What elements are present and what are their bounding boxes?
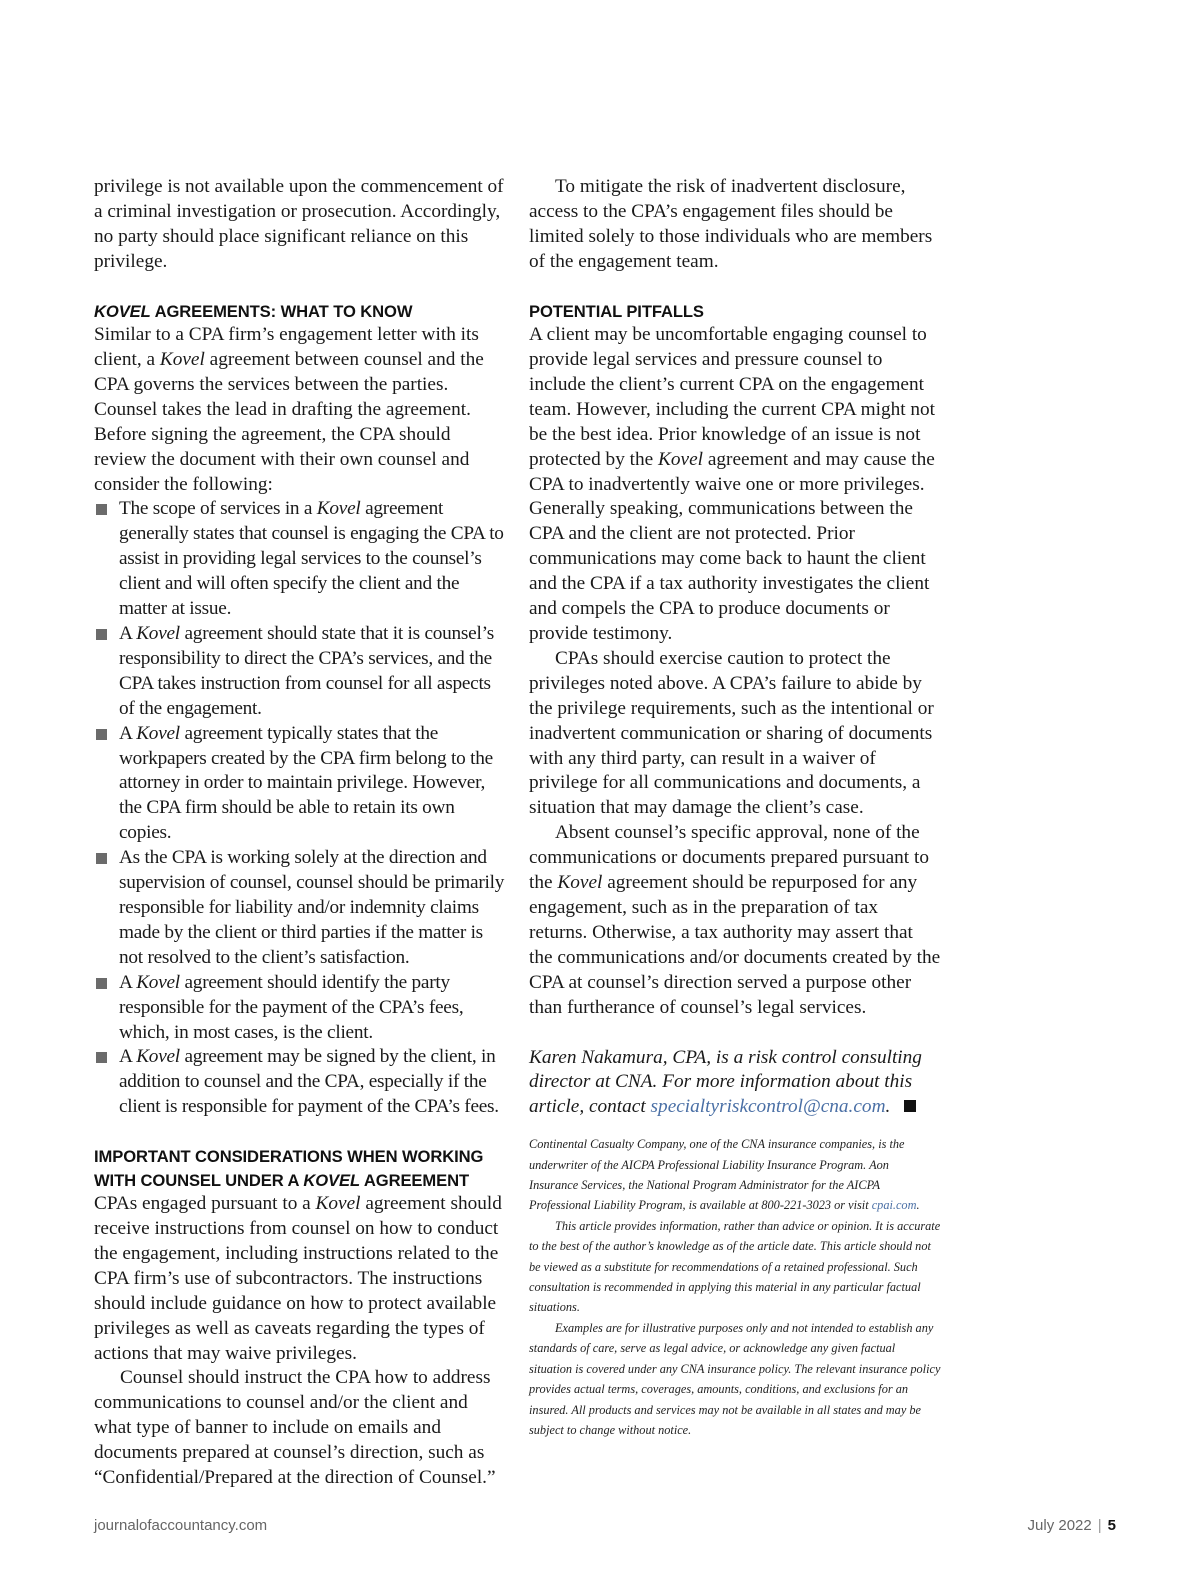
author-bio: Karen Nakamura, CPA, is a risk control consulting director at CNA. For more information about this article, contact specialtyriskcontrol@cna.com.: [529, 1046, 922, 1118]
bullet-square-icon: [96, 504, 107, 515]
bullet-square-icon: [96, 978, 107, 989]
bullet-square-icon: [96, 729, 107, 740]
end-of-article-icon: [904, 1100, 916, 1112]
considerations-paragraph-2: Counsel should instruct the CPA how to address communications to counsel and/or the client and what type of banner to include on emails and documents prepared at counsel’s direction, such as “Confidential/Prepared at the direction of Counsel.”: [94, 1367, 496, 1489]
intro-paragraph: privilege is not available upon the commencement of a criminal investigation or prosecution. Accordingly, no party should place significant reliance on this privilege.: [94, 176, 504, 272]
kovel-bullet-list: [94, 497, 506, 1120]
disclaimer-paragraph-1: Continental Casualty Company, one of the CNA insurance companies, is the underwriter of the AICPA Professional Liability Insurance Program. Aon Insurance Services, the National Program Administrator for the AICPA Professional Liability Program, is available at 800-221-3023 or visit cpai.com.: [529, 1137, 920, 1213]
right-column: [529, 175, 941, 1440]
disclaimer-paragraph-2: This article provides information, rather than advice or opinion. It is accurate to the best of the author’s knowledge as of the article date. This article should not be viewed as a substitute for recommendations of a retained professional. Such consultation is recommended in applying this material in any particular factual situations.: [529, 1218, 941, 1315]
mitigate-paragraph: To mitigate the risk of inadvertent disclosure, access to the CPA’s engagement files should be limited solely to those individuals who are members of the engagement team.: [529, 176, 933, 272]
potential-pitfalls-heading: POTENTIAL PITFALLS: [529, 301, 704, 321]
list-item: The scope of services in a Kovel agreement generally states that counsel is engaging the CPA to assist in providing legal services to the counsel’s client and will often specify the client and the matter at issue.: [94, 497, 506, 622]
bullet-square-icon: [96, 853, 107, 864]
pitfalls-paragraph-1: A client may be uncomfortable engaging counsel to provide legal services and pressure counsel to include the client’s current CPA on the engagement team. However, including the current CPA might not be the best idea. Prior knowledge of an issue is not protected by the Kovel agreement and may cause the CPA to inadvertently waive one or more privileges. Generally speaking, communications between the CPA and the client are not protected. Prior communications may come back to haunt the client and the CPA if a tax authority investigates the client and compels the CPA to produce documents or provide testimony.: [529, 324, 936, 644]
cpai-link[interactable]: cpai.com: [871, 1198, 917, 1213]
list-item: A Kovel agreement should state that it is counsel’s responsibility to direct the CPA’s services, and the CPA takes instruction from counsel for all aspects of the engagement.: [94, 622, 506, 722]
footer-site-link[interactable]: journalofaccountancy.com: [94, 1517, 268, 1534]
left-column: [94, 175, 506, 1491]
page-number: 5: [1107, 1517, 1116, 1534]
page-footer: [94, 1517, 1116, 1539]
footer-separator: |: [1097, 1517, 1102, 1534]
kovel-agreements-heading: KOVEL AGREEMENTS: WHAT TO KNOW: [94, 301, 413, 321]
considerations-paragraph-1: CPAs engaged pursuant to a Kovel agreement should receive instructions from counsel on how to conduct the engagement, including instructions related to the CPA firm’s use of subcontractors. The instructions should include guidance on how to protect available privileges as well as caveats regarding the types of actions that may waive privileges.: [94, 1193, 502, 1364]
kovel-agreements-paragraph: Similar to a CPA firm’s engagement letter with its client, a Kovel agreement between counsel and the CPA governs the services between the parties. Counsel takes the lead in drafting the agreement. Before signing the agreement, the CPA should review the document with their own counsel and consider the following:: [94, 324, 484, 495]
pitfalls-paragraph-2: CPAs should exercise caution to protect the privileges noted above. A CPA’s failure to abide by the privilege requirements, such as the intentional or inadvertent communication or sharing of documents with any third party, can result in a waiver of privilege for all communications and documents, a situation that may damage the client’s case.: [529, 647, 934, 819]
bullet-square-icon: [96, 1052, 107, 1063]
list-item: As the CPA is working solely at the direction and supervision of counsel, counsel should be primarily responsible for liability and/or indemnity claims made by the client or third parties if the matter is not resolved to the client’s satisfaction.: [94, 846, 506, 971]
pitfalls-paragraph-3: Absent counsel’s specific approval, none of the communications or documents prepared pursuant to the Kovel agreement should be repurposed for any engagement, such as in the preparation of tax returns. Otherwise, a tax authority may assert that the communications and/or documents created by the CPA at counsel’s direction served a purpose other than furtherance of counsel’s legal services.: [529, 822, 941, 1018]
list-item: A Kovel agreement may be signed by the client, in addition to counsel and the CPA, especially if the client is responsible for payment of the CPA’s fees.: [94, 1045, 506, 1120]
author-email-link[interactable]: specialtyriskcontrol@cna.com: [650, 1096, 886, 1118]
list-item: A Kovel agreement should identify the party responsible for the payment of the CPA’s fees, which, in most cases, is the client.: [94, 971, 506, 1046]
important-considerations-heading: IMPORTANT CONSIDERATIONS WHEN WORKING WITH COUNSEL UNDER A KOVEL AGREEMENT: [94, 1147, 484, 1190]
footer-date-page: [1028, 1517, 1116, 1534]
footer-date: July 2022: [1027, 1517, 1092, 1534]
disclaimer-paragraph-3: Examples are for illustrative purposes only and not intended to establish any standards of care, serve as legal advice, or acknowledge any given factual situation is covered under any CNA insurance policy. The relevant insurance policy provides actual terms, coverages, amounts, conditions, and exclusions for an insured. All products and services may not be available in all states and may be subject to change without notice.: [529, 1320, 941, 1437]
bullet-square-icon: [96, 629, 107, 640]
list-item: A Kovel agreement typically states that the workpapers created by the CPA firm belong to the attorney in order to maintain privilege. However, the CPA firm should be able to retain its own copies.: [94, 722, 506, 847]
